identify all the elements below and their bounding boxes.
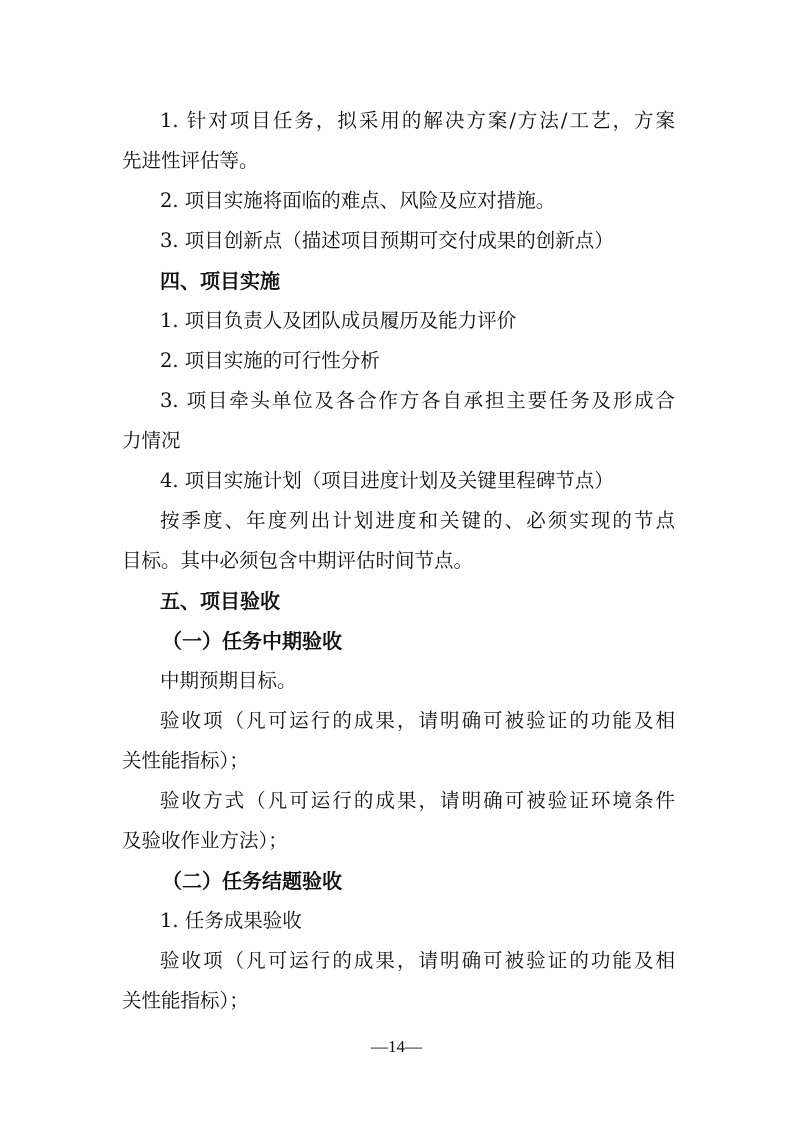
paragraph-line: 1. 项目负责人及团队成员履历及能力评价 (160, 309, 517, 332)
paragraph-line: 先进性评估等。 (122, 149, 259, 172)
subsection-heading: （一）任务中期验收 (162, 629, 342, 653)
paragraph-line: 关性能指标）； (122, 749, 249, 772)
paragraph-line: 验收项（凡可运行的成果，请明确可被验证的功能及相 (160, 949, 675, 972)
paragraph-line: 4. 项目实施计划（项目进度计划及关键里程碑节点） (160, 469, 614, 492)
paragraph-line: 目标。其中必须包含中期评估时间节点。 (122, 549, 474, 572)
paragraph-line: 3. 项目创新点（描述项目预期可交付成果的创新点） (160, 229, 614, 252)
paragraph-line: 及验收作业方法）； (122, 829, 288, 852)
paragraph-line: 力情况 (122, 429, 181, 452)
paragraph-line: 按季度、年度列出计划进度和关键的、必须实现的节点 (160, 509, 675, 532)
paragraph-line: 1. 任务成果验收 (160, 909, 302, 932)
paragraph-line: 验收方式（凡可运行的成果，请明确可被验证环境条件 (160, 789, 675, 812)
paragraph-line: 3. 项目牵头单位及各合作方各自承担主要任务及形成合 (160, 389, 675, 412)
paragraph-line: 关性能指标）； (122, 989, 249, 1012)
paragraph-line: 验收项（凡可运行的成果，请明确可被验证的功能及相 (160, 709, 675, 732)
paragraph-line: 2. 项目实施将面临的难点、风险及应对措施。 (160, 189, 556, 212)
section-heading: 四、项目实施 (160, 269, 280, 293)
paragraph-line: 1. 针对项目任务，拟采用的解决方案/方法/工艺，方案 (160, 109, 675, 132)
page-number: —14— (371, 1037, 422, 1056)
paragraph-line: 中期预期目标。 (160, 669, 297, 692)
paragraph-line: 2. 项目实施的可行性分析 (160, 349, 380, 372)
subsection-heading: （二）任务结题验收 (162, 869, 342, 893)
section-heading: 五、项目验收 (160, 589, 280, 613)
